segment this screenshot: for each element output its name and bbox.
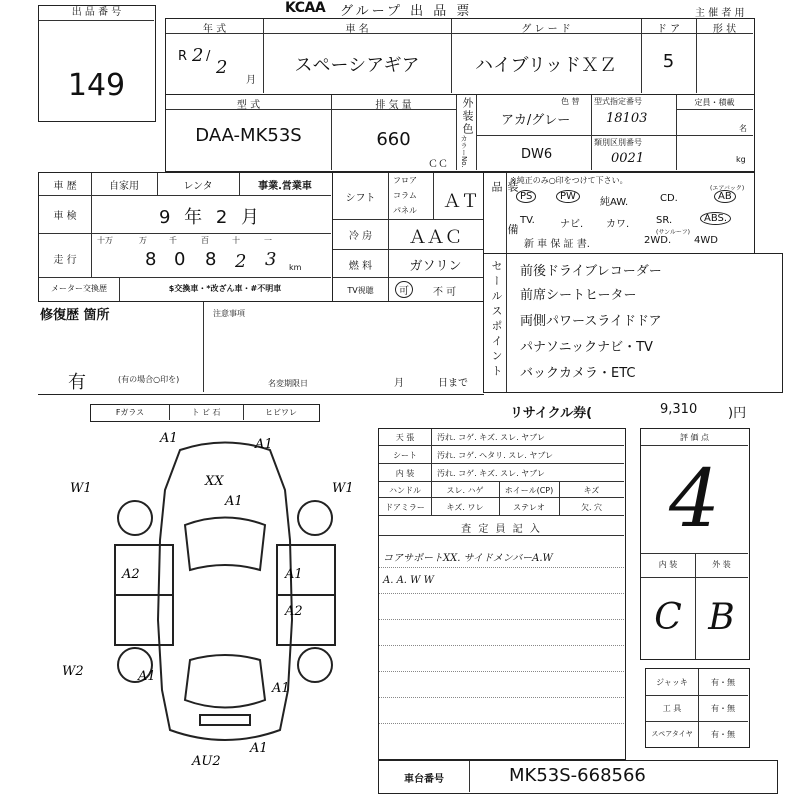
equipment-block bbox=[483, 172, 755, 254]
sales-point-3: 両側パワースライドドア bbox=[520, 314, 662, 329]
mileage-digit-3: 8 bbox=[205, 249, 217, 270]
wheel-label: ホイール(CP) bbox=[504, 486, 554, 495]
mark-door-right1: A1 bbox=[285, 567, 303, 582]
jack-label: ジャッキ bbox=[656, 678, 688, 687]
ext-color-label: 外装色 bbox=[461, 97, 474, 136]
mark-rear-right: A1 bbox=[272, 681, 290, 696]
shift-panel: パネル bbox=[393, 206, 417, 215]
displacement-label: 排 気 量 bbox=[375, 100, 412, 111]
glass-crack: ヒビワレ bbox=[265, 408, 297, 417]
chassis-number: MK53S-668566 bbox=[509, 765, 646, 786]
ac-label: 冷 房 bbox=[348, 231, 373, 242]
handle-opts: スレ. ハゲ bbox=[446, 486, 484, 495]
sales-points-block bbox=[483, 253, 783, 393]
mileage-digit-2: 0 bbox=[174, 249, 186, 270]
glass-block bbox=[90, 404, 320, 422]
name-label: 車 名 bbox=[345, 24, 369, 35]
deadline-day: 日まで bbox=[438, 378, 468, 389]
doors: 5 bbox=[662, 51, 675, 72]
mirror-opts: キズ. ワレ bbox=[446, 503, 484, 512]
vehicle-grade: ハイブリッドＸＺ bbox=[474, 55, 618, 76]
deadline-label: 名変期限日 bbox=[268, 379, 308, 388]
interior-opts: 汚れ. コゲ. キズ. スレ. ヤブレ bbox=[437, 469, 545, 478]
inspector-note-2: A. A. W W bbox=[383, 575, 434, 586]
mileage-unit-1: 一 bbox=[264, 236, 272, 245]
fuel-label: 燃 料 bbox=[348, 261, 373, 272]
deadline-month: 月 bbox=[394, 378, 404, 389]
mark-door-right2: A2 bbox=[285, 604, 303, 619]
capacity-unit-persons: 名 bbox=[739, 124, 747, 133]
sr-note: (サンルーフ) bbox=[656, 229, 690, 236]
organizer-label: 主 催 者 用 bbox=[695, 8, 745, 19]
form-title: グループ 出 品 票 bbox=[340, 4, 473, 19]
mileage-digit-4: 2 bbox=[235, 251, 247, 272]
vehicle-row1: 年 式 車 名 グ レ ー ド ド ア 形 状 R 2 / 2 月 スペーシアギア ハイブリッドＸＺ 5 bbox=[165, 18, 755, 95]
ac: ＡＡＣ bbox=[408, 227, 463, 248]
jack-value: 有・無 bbox=[711, 678, 735, 687]
repair-hint: (有の場合○印を) bbox=[118, 375, 180, 384]
sales-point-5: バックカメラ・ETC bbox=[520, 366, 636, 381]
exterior-grade: B bbox=[708, 597, 735, 638]
mileage-unit-100k: 十万 bbox=[97, 236, 113, 245]
wheel-opts: キズ bbox=[583, 486, 600, 495]
equip-4wd: 4WD bbox=[694, 235, 718, 246]
year: 2 bbox=[192, 45, 204, 66]
mileage-unit-10: 十 bbox=[232, 236, 240, 245]
history-rental: レンタ bbox=[183, 181, 213, 192]
glass-front: Fガラス bbox=[115, 408, 145, 417]
sales-point-4: パナソニックナビ・TV bbox=[520, 340, 653, 355]
mark-hood: XX bbox=[205, 474, 224, 489]
handle-label: ハンドル bbox=[389, 486, 421, 495]
sales-point-2: 前席シートヒーター bbox=[520, 288, 637, 303]
tools-value: 有・無 bbox=[711, 704, 735, 713]
shift-label: シフト bbox=[345, 193, 376, 204]
spare-tire-value: 有・無 bbox=[711, 730, 735, 739]
equipment-note: ※純正のみ○印をつけて下さい。 bbox=[510, 176, 628, 185]
meter-options: $交換車・*改ざん車・#不明車 bbox=[168, 284, 282, 293]
chassis-label: 車台番号 bbox=[404, 774, 444, 785]
inspector-label: 査 定 員 記 入 bbox=[461, 524, 542, 535]
lot-number: 149 bbox=[67, 68, 126, 103]
exterior-grade-label: 外 装 bbox=[712, 560, 731, 569]
km-unit: km bbox=[289, 263, 302, 272]
score: 4 bbox=[669, 452, 720, 545]
color-no-label: カラーNo. bbox=[460, 135, 468, 168]
stereo-opts: 欠. 穴 bbox=[580, 503, 603, 512]
equip-2wd: 2WD. bbox=[644, 235, 672, 246]
era: R bbox=[178, 49, 188, 64]
mark-door-left: A2 bbox=[122, 567, 140, 582]
equip-warranty: 新 車 保 証 書. bbox=[524, 239, 590, 250]
car-damage-diagram bbox=[60, 430, 370, 780]
spec-block bbox=[332, 172, 484, 302]
capacity-unit-kg: kg bbox=[736, 155, 746, 164]
chassis-block bbox=[378, 760, 778, 794]
mark-front-right: A1 bbox=[255, 437, 273, 452]
mileage-label: 走 行 bbox=[53, 255, 77, 266]
displacement: 660 bbox=[376, 129, 411, 150]
score-label: 評 価 点 bbox=[679, 433, 710, 442]
mileage-unit-10k: 万 bbox=[139, 236, 147, 245]
repair-block bbox=[38, 302, 484, 395]
glass-chip: ト ビ 石 bbox=[191, 408, 221, 417]
model-label: 型 式 bbox=[236, 100, 261, 111]
type-no: 18103 bbox=[606, 111, 648, 126]
equip-tv: TV. bbox=[520, 215, 535, 226]
cc-unit: ＣＣ bbox=[428, 159, 448, 170]
colors-label: 色 替 bbox=[561, 97, 580, 106]
lot-number-box bbox=[38, 5, 156, 122]
equip-aw: 純AW. bbox=[600, 197, 629, 208]
month-suffix: 月 bbox=[246, 75, 256, 86]
tv-label: TV視聴 bbox=[347, 286, 374, 295]
mark-fender-right: W1 bbox=[332, 481, 354, 496]
grade-label: グ レ ー ド bbox=[521, 24, 571, 35]
stereo-label: ステレオ bbox=[513, 503, 545, 512]
ceiling-label: 天 張 bbox=[395, 433, 415, 442]
equip-navi: ナビ. bbox=[560, 219, 584, 230]
shift-type: ＡＴ bbox=[443, 191, 479, 212]
interior-condition-table bbox=[378, 428, 626, 760]
mark-fender-left: W1 bbox=[70, 481, 92, 496]
org-logo: KCAA bbox=[285, 0, 326, 16]
class-no: 0021 bbox=[611, 151, 645, 166]
inspector-note-1: コアサポートXX. サイドメンバーA.W bbox=[383, 553, 553, 564]
mileage-unit-100: 百 bbox=[201, 236, 209, 245]
recycle-unit: )円 bbox=[728, 406, 747, 421]
recycle-label: リサイクル券( bbox=[510, 406, 593, 421]
history-block bbox=[38, 172, 333, 302]
tv-ok: 可 bbox=[395, 281, 413, 298]
year-label: 年 式 bbox=[202, 24, 227, 35]
capacity-label: 定員・積載 bbox=[694, 98, 735, 107]
equip-pw: PW bbox=[556, 191, 580, 202]
tools-label: 工 具 bbox=[662, 704, 682, 713]
seat-opts: 汚れ. コゲ. ヘタリ. スレ. ヤブレ bbox=[437, 451, 554, 460]
inspection: 9 年 2 月 bbox=[158, 207, 264, 228]
vehicle-row2 bbox=[165, 94, 755, 172]
accessories-block bbox=[645, 668, 750, 748]
tv-ng: 不 可 bbox=[433, 287, 457, 298]
ab-note: (エアバック) bbox=[710, 185, 745, 192]
class-no-label: 類別区別番号 bbox=[594, 138, 642, 147]
grade-block bbox=[640, 428, 750, 660]
mirror-label: ドアミラー bbox=[385, 503, 425, 512]
sales-points-label: セールスポイント bbox=[490, 260, 503, 380]
model: DAA-MK53S bbox=[195, 125, 302, 146]
sales-point-1: 前後ドライブレコーダー bbox=[520, 264, 662, 279]
mark-rear-left: A1 bbox=[138, 669, 156, 684]
interior-label: 内 装 bbox=[395, 469, 415, 478]
interior-grade-label: 内 装 bbox=[658, 560, 678, 569]
equip-cd: CD. bbox=[660, 193, 678, 204]
mark-bumper-left: AU2 bbox=[192, 754, 221, 769]
type-no-label: 型式指定番号 bbox=[594, 97, 642, 106]
mileage-digit-5: 3 bbox=[265, 249, 277, 270]
shift-floor: フロア bbox=[393, 176, 417, 185]
mark-hood-a1: A1 bbox=[225, 494, 243, 509]
history-label: 車 歴 bbox=[53, 181, 77, 192]
lot-number-label: 出 品 番 号 bbox=[39, 6, 154, 21]
month: 2 bbox=[216, 57, 228, 78]
equip-abs: ABS. bbox=[700, 213, 731, 224]
mark-bumper-right: A1 bbox=[250, 741, 268, 756]
ceiling-opts: 汚れ. コゲ. キズ. スレ. ヤブレ bbox=[437, 433, 545, 442]
inspection-label: 車 検 bbox=[53, 211, 77, 222]
mileage-unit-1k: 千 bbox=[169, 236, 177, 245]
meter-label: メーター交換歴 bbox=[51, 284, 107, 293]
color-no: DW6 bbox=[521, 147, 553, 162]
vehicle-name: スペーシアギア bbox=[294, 55, 420, 76]
spare-tire-label: スペアタイヤ bbox=[651, 730, 693, 738]
fuel: ガソリン bbox=[409, 259, 462, 274]
repair-label: 修復歴 箇所 bbox=[40, 308, 110, 323]
mark-front-left: A1 bbox=[160, 431, 178, 446]
notes-label: 注意事項 bbox=[213, 309, 245, 318]
mark-quarter-left: W2 bbox=[62, 664, 84, 679]
recycle-amount: 9,310 bbox=[660, 402, 698, 417]
equip-ps: PS bbox=[516, 191, 536, 202]
shift-column: コラム bbox=[393, 191, 417, 200]
history-own: 自家用 bbox=[109, 181, 139, 192]
mileage-digit-1: 8 bbox=[145, 249, 157, 270]
shape-label: 形 状 bbox=[712, 24, 737, 35]
equipment-label: 装 備 品 bbox=[490, 181, 519, 249]
seat-label: シート bbox=[393, 451, 417, 460]
interior-grade: C bbox=[654, 597, 682, 638]
equip-sr: SR. bbox=[656, 215, 673, 226]
ext-color: アカ/グレー bbox=[501, 113, 571, 128]
equip-leather: カワ. bbox=[606, 219, 630, 230]
repair-value: 有 bbox=[68, 372, 86, 393]
doors-label: ド ア bbox=[656, 24, 681, 35]
equip-ab: AB bbox=[714, 191, 736, 202]
history-business: 事業.営業車 bbox=[258, 181, 312, 192]
